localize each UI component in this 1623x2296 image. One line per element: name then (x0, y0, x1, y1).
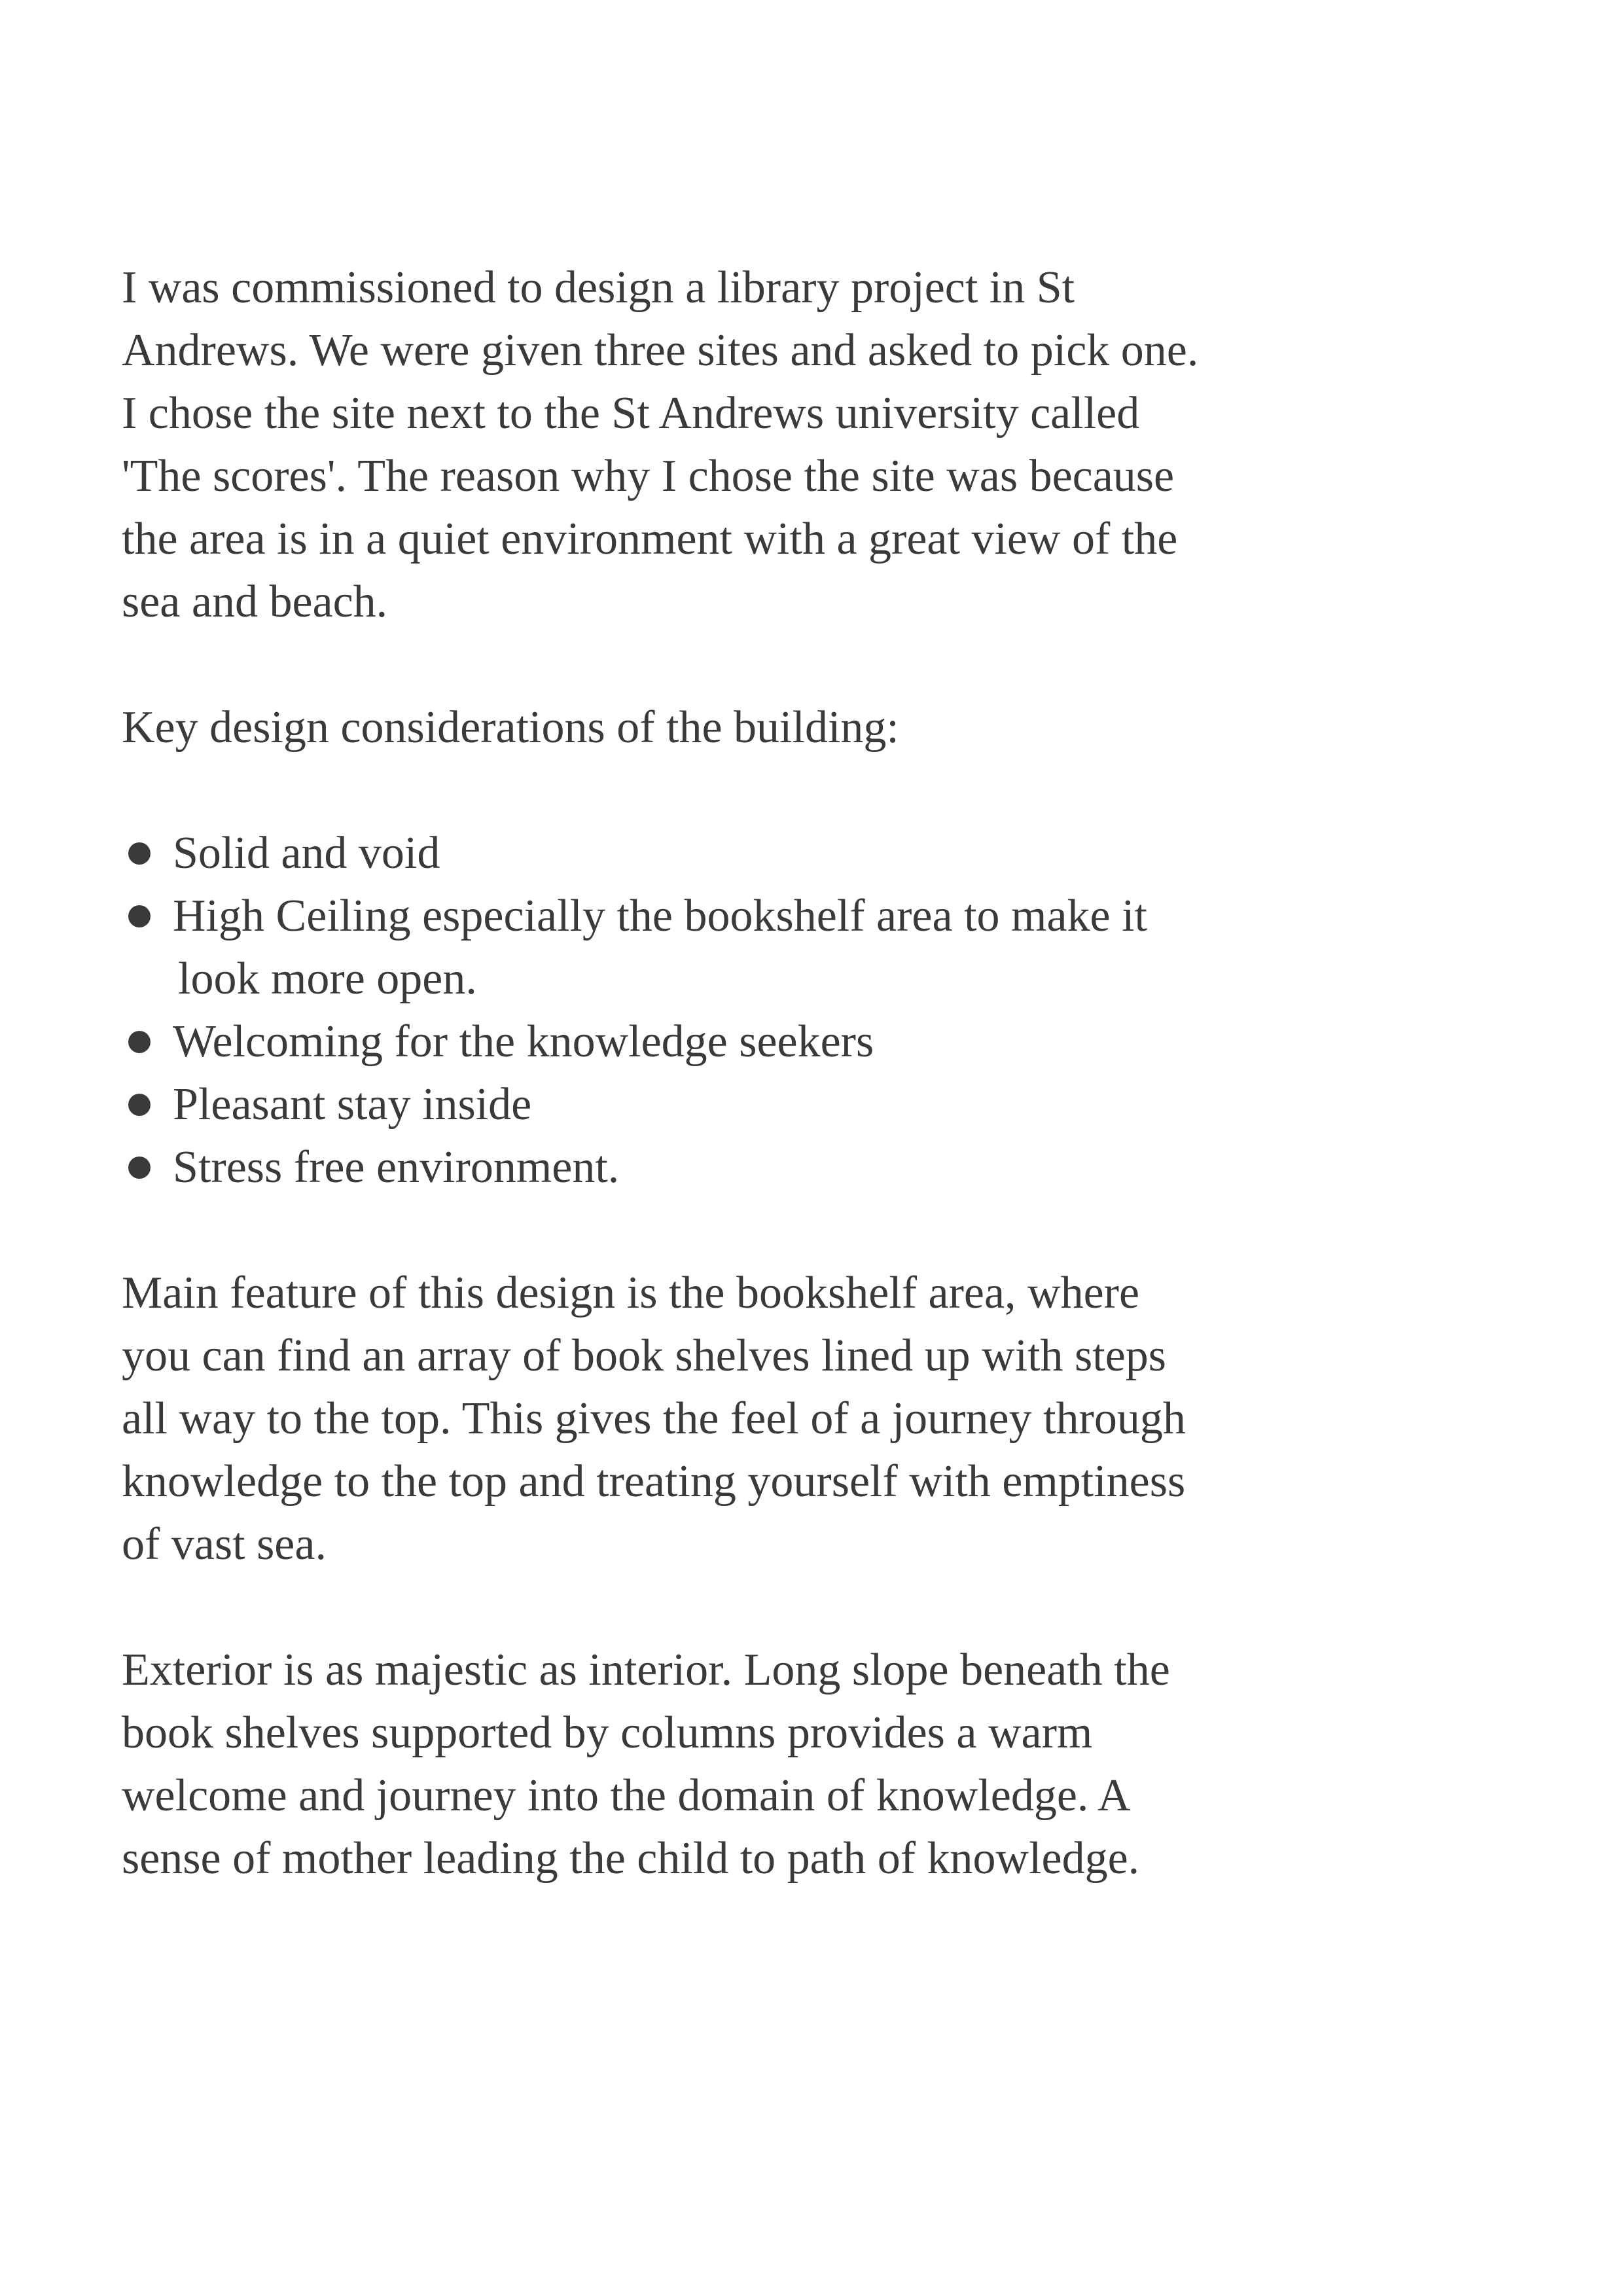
list-item-text: Stress free environment. (173, 1142, 620, 1193)
paragraph-spacer (122, 759, 1529, 822)
main-feature-line: of vast sea. (122, 1519, 327, 1570)
considerations-list (122, 822, 1529, 1199)
list-item (122, 885, 1529, 1011)
bullet-icon (128, 1094, 151, 1116)
bullet-icon (128, 1157, 151, 1179)
list-item (122, 1136, 1529, 1199)
list-item (122, 1073, 1529, 1136)
exterior-line: book shelves supported by columns provides a warm (122, 1708, 1093, 1758)
document-page (122, 257, 1529, 1890)
list-item-text: High Ceiling especially the bookshelf area to make it (173, 891, 1148, 941)
main-feature-line: you can find an array of book shelves lined up with steps (122, 1331, 1167, 1381)
paragraph-spacer (122, 1576, 1529, 1639)
intro-line: I chose the site next to the St Andrews university called (122, 388, 1140, 439)
exterior-line: Exterior is as majestic as interior. Long slope beneath the (122, 1645, 1170, 1695)
exterior-paragraph (122, 1639, 1529, 1890)
list-item (122, 1011, 1529, 1073)
bullet-icon (128, 1031, 151, 1053)
intro-line: Andrews. We were given three sites and asked to pick one. (122, 325, 1199, 376)
intro-line: I was commissioned to design a library project in St (122, 262, 1075, 313)
main-feature-line: all way to the top. This gives the feel of a journey through (122, 1393, 1186, 1444)
list-item-text: Solid and void (173, 828, 440, 878)
list-item-text: look more open. (178, 954, 477, 1004)
bullet-icon (128, 905, 151, 927)
intro-line: 'The scores'. The reason why I chose the site was because (122, 451, 1175, 501)
intro-line: the area is in a quiet environment with a great view of the (122, 514, 1178, 564)
exterior-line: sense of mother leading the child to path of knowledge. (122, 1833, 1140, 1884)
intro-paragraph (122, 257, 1529, 634)
exterior-line: welcome and journey into the domain of knowledge. A (122, 1770, 1131, 1821)
list-item (122, 822, 1529, 885)
list-item-text: Pleasant stay inside (173, 1079, 532, 1130)
considerations-heading: Key design considerations of the building: (122, 702, 899, 753)
list-item-text: Welcoming for the knowledge seekers (173, 1016, 874, 1067)
paragraph-spacer (122, 1199, 1529, 1262)
main-feature-paragraph (122, 1262, 1529, 1576)
paragraph-spacer (122, 634, 1529, 696)
main-feature-line: Main feature of this design is the bookshelf area, where (122, 1268, 1140, 1318)
bullet-icon (128, 842, 151, 865)
intro-line: sea and beach. (122, 577, 388, 627)
main-feature-line: knowledge to the top and treating yourself with emptiness (122, 1456, 1186, 1507)
